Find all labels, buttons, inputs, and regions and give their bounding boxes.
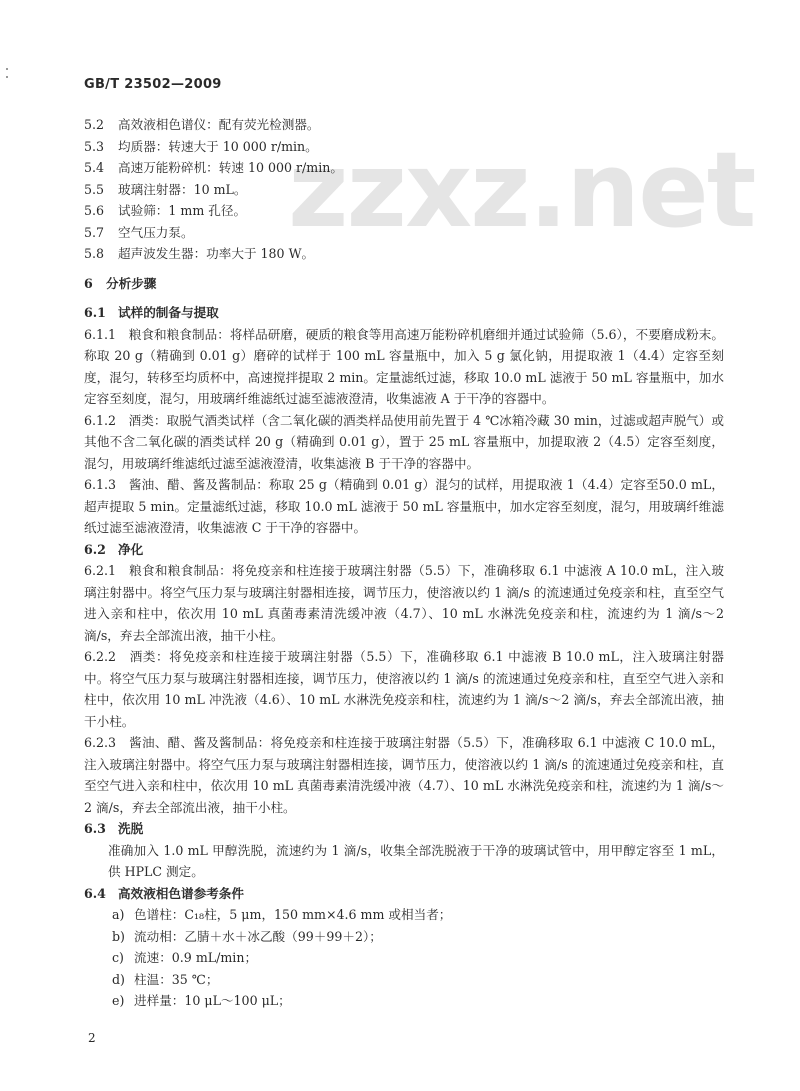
clause-text: 超声波发生器：功率大于 180 W。 <box>118 246 315 261</box>
watermark: zzxz.net <box>288 129 755 251</box>
section-heading-6-2 <box>84 539 724 561</box>
condition-item <box>84 990 724 1012</box>
list-text: 柱温：35 ℃； <box>134 971 219 987</box>
paragraph-6-1-2: 6.1.2 酒类：取脱气酒类试样（含二氧化碳的酒类样品使用前先置于 4 ℃冰箱冷藏 30 min，过滤或超声脱气）或其他不含二氧化碳的酒类试样 20 g（精确到 0.01 g），置于 25 mL 容量瓶中，加提取液 2（4.5）定容至刻度，混匀，用玻璃纤维滤纸过滤至滤液澄清，收集滤液 B 于干净的容器中。 <box>84 412 724 471</box>
clause-text: 均质器：转速大于 10 000 r/min。 <box>118 138 318 154</box>
clause-number: 5.7 <box>84 224 105 240</box>
section-heading-6-3 <box>84 818 724 840</box>
clause-number: 5.8 <box>84 246 105 261</box>
list-label: c) <box>112 950 124 965</box>
document-body <box>84 114 724 1012</box>
list-text: 流速：0.9 mL/min； <box>134 950 258 965</box>
condition-item <box>84 947 724 969</box>
list-label: d) <box>112 971 125 987</box>
equipment-item <box>84 114 724 136</box>
section-title: 净化 <box>118 541 144 557</box>
section-title: 洗脱 <box>118 821 144 836</box>
condition-item <box>84 969 724 991</box>
clause-text: 玻璃注射器：10 mL。 <box>118 181 247 197</box>
section-heading-6-4 <box>84 883 724 905</box>
scan-speck <box>6 76 8 78</box>
paragraph-6-2-3: 6.2.3 酱油、醋、酱及酱制品：将免疫亲和柱连接于玻璃注射器（5.5）下，准确移取 6.1 中滤液 C 10.0 mL，注入玻璃注射器中。将空气压力泵与玻璃注射器相连接，调节压力，使溶液以约 1 滴/s 的流速通过免疫亲和柱，直至空气进入亲和柱中，依次用 10 mL 真菌毒素清洗缓冲液（4.7）、10 mL 水淋洗免疫亲和柱，流速约为 1 滴/s～2 滴/s，弃去全部流出液，抽干小柱。 <box>84 735 724 815</box>
list-label: b) <box>112 928 125 944</box>
paragraph-6-1-1: 6.1.1 粮食和粮食制品：将样品研磨，硬质的粮食等用高速万能粉碎机磨细并通过试验筛（5.6），不要磨成粉末。称取 20 g（精确到 0.01 g）磨碎的试样于 100 mL 容量瓶中，加入 5 g 氯化钠，用提取液 1（4.4）定容至刻度，混匀，转移至均质杯中，高速搅拌提取 2 min。定量滤纸过滤，移取 10.0 mL 滤液于 50 mL 容量瓶中，加水定容至刻度，混匀，用玻璃纤维滤纸过滤至滤液澄清，收集滤液 A 于干净的容器中。 <box>84 326 724 406</box>
clause-text: 高效液相色谱仪：配有荧光检测器。 <box>118 117 320 132</box>
equipment-item <box>84 200 724 222</box>
equipment-item <box>84 157 724 179</box>
equipment-item <box>84 222 724 244</box>
list-text: 色谱柱：C₁₈柱，5 μm，150 mm×4.6 mm 或相当者； <box>134 907 452 922</box>
equipment-item <box>84 243 724 265</box>
scan-speck <box>6 68 8 70</box>
equipment-item <box>84 179 724 201</box>
list-label: a) <box>112 907 125 922</box>
clause-text: 空气压力泵。 <box>118 224 194 240</box>
paragraph-6-2-1: 6.2.1 粮食和粮食制品：将免疫亲和柱连接于玻璃注射器（5.5）下，准确移取 6.1 中滤液 A 10.0 mL，注入玻璃注射器中。将空气压力泵与玻璃注射器相连接，调节压力，使溶液以约 1 滴/s 的流速通过免疫亲和柱，直至空气进入亲和柱中，依次用 10 mL 真菌毒素清洗缓冲液（4.7）、10 mL 水淋洗免疫亲和柱，流速约为 1 滴/s～2 滴/s，弃去全部流出液，抽干小柱。 <box>84 563 724 643</box>
paragraph-6-1-3: 6.1.3 酱油、醋、酱及酱制品：称取 25 g（精确到 0.01 g）混匀的试样，用提取液 1（4.4）定容至50.0 mL，超声提取 5 min。定量滤纸过滤，移取 10.0 mL 滤液于 50 mL 容量瓶中，加水定容至刻度，混匀，用玻璃纤维滤纸过滤至滤液澄清，收集滤液 C 于干净的容器中。 <box>84 477 724 535</box>
list-label: e) <box>112 993 125 1008</box>
section-heading-6 <box>84 273 724 295</box>
section-number: 6.4 <box>84 885 106 901</box>
clause-number: 5.6 <box>84 203 105 218</box>
section-title: 分析步骤 <box>106 275 157 291</box>
section-title: 试样的制备与提取 <box>118 305 219 320</box>
section-number: 6.3 <box>84 821 106 836</box>
clause-number: 5.4 <box>84 160 105 175</box>
clause-text: 高速万能粉碎机：转速 10 000 r/min。 <box>118 160 343 175</box>
standard-code-header: GB/T 23502—2009 <box>84 77 222 92</box>
list-text: 进样量：10 μL～100 μL； <box>134 993 291 1008</box>
list-text: 流动相：乙腈＋水＋冰乙酸（99＋99＋2）； <box>134 928 382 944</box>
condition-item <box>84 904 724 926</box>
clause-number: 5.2 <box>84 117 105 132</box>
paragraph-6-3: 准确加入 1.0 mL 甲醇洗脱，流速约为 1 滴/s，收集全部洗脱液于干净的玻璃试管中，用甲醇定容至 1 mL，供 HPLC 测定。 <box>108 842 724 879</box>
page-number: 2 <box>88 1031 96 1045</box>
section-title: 高效液相色谱参考条件 <box>118 885 244 901</box>
clause-text: 试验筛：1 mm 孔径。 <box>118 203 247 218</box>
section-number: 6 <box>84 275 93 291</box>
paragraph-6-2-2: 6.2.2 酒类：将免疫亲和柱连接于玻璃注射器（5.5）下，准确移取 6.1 中滤液 B 10.0 mL，注入玻璃注射器中。将空气压力泵与玻璃注射器相连接，调节压力，使溶液以约 1 滴/s 的流速通过免疫亲和柱，直至空气进入亲和柱中，依次用 10 mL 冲洗液（4.6）、10 mL 水淋洗免疫亲和柱，流速约为 1 滴/s～2 滴/s，弃去全部流出液，抽干小柱。 <box>84 649 724 729</box>
section-heading-6-1 <box>84 302 724 324</box>
clause-number: 5.3 <box>84 138 105 154</box>
clause-number: 5.5 <box>84 181 105 197</box>
equipment-item <box>84 136 724 158</box>
condition-item <box>84 926 724 948</box>
section-number: 6.1 <box>84 305 106 320</box>
section-number: 6.2 <box>84 541 106 557</box>
